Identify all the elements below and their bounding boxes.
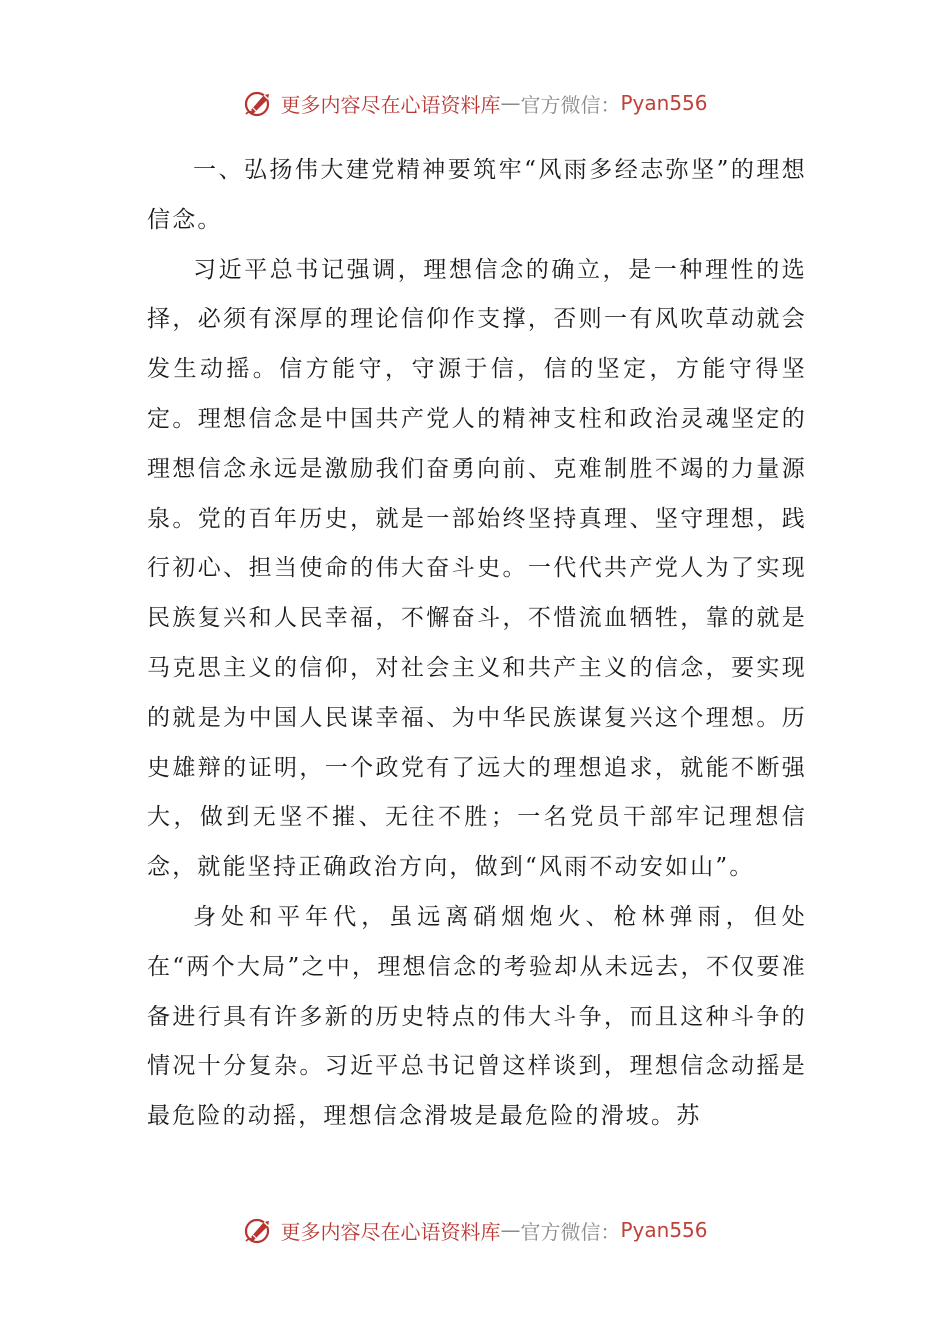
- banner-brand-text: 更多内容尽在心语资料库: [280, 1219, 501, 1244]
- section-heading: 一、弘扬伟大建党精神要筑牢“风雨多经志弥坚”的理想信念。: [147, 157, 807, 233]
- banner-wechat-label: 官方微信：: [520, 1219, 621, 1244]
- body-paragraph: 习近平总书记强调，理想信念的确立，是一种理性的选择，必须有深厚的理论信仰作支撑，否则一有风吹草动就会发生动摇。信方能守，守源于信，信的坚定，方能守得坚定。理想信念是中国共产党人的精神支柱和政治灵魂坚定的理想信念永远是激励我们奋勇向前、克难制胜不竭的力量源泉。党的百年历史，就是一部始终坚持真理、坚守理想，践行初心、担当使命的伟大奋斗史。一代代共产党人为了实现民族复兴和人民幸福，不懈奋斗，不惜流血牺牲，靠的就是马克思主义的信仰，对社会主义和共产主义的信念，要实现的就是为中国人民谋幸福、为中华民族谋复兴这个理想。历史雄辩的证明，一个政党有了远大的理想追求，就能不断强大，做到无坚不摧、无往不胜；一名党员干部牢记理想信念，就能坚持正确政治方向，做到“风雨不动安如山”。: [147, 256, 807, 881]
- header-banner: [0, 83, 950, 123]
- pen-nib-logo-icon: [242, 86, 276, 120]
- document-body: [147, 146, 807, 1142]
- banner-wechat-id: Pyan556: [620, 91, 708, 115]
- banner-wechat-id: Pyan556: [620, 1218, 708, 1242]
- footer-banner: [0, 1210, 950, 1250]
- banner-dash: —: [500, 1218, 521, 1242]
- banner-dash: —: [500, 91, 521, 115]
- pen-nib-logo-icon: [242, 1213, 276, 1247]
- body-paragraph: 身处和平年代，虽远离硝烟炮火、枪林弹雨，但处在“两个大局”之中，理想信念的考验却从未远去，不仅要准备进行具有许多新的历史特点的伟大斗争，而且这种斗争的情况十分复杂。习近平总书记曾这样谈到，理想信念动摇是最危险的动摇，理想信念滑坡是最危险的滑坡。苏: [147, 903, 807, 1130]
- banner-brand-text: 更多内容尽在心语资料库: [280, 92, 501, 117]
- banner-wechat-label: 官方微信：: [520, 92, 621, 117]
